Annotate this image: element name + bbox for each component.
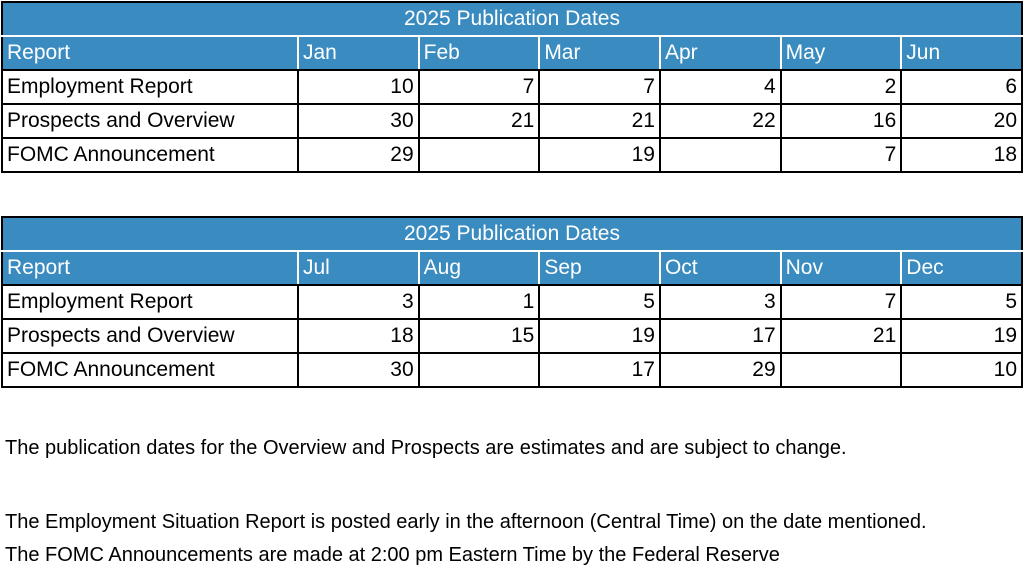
table-cell: 17	[660, 319, 781, 353]
row-label: FOMC Announcement	[2, 353, 298, 387]
row-label: Prospects and Overview	[2, 104, 298, 138]
column-header: Report	[2, 251, 298, 285]
row-label: Employment Report	[2, 70, 298, 104]
table-cell: 30	[298, 104, 419, 138]
table-cell: 29	[298, 138, 419, 172]
table-cell: 1	[419, 285, 540, 319]
table-cell	[660, 138, 781, 172]
table-cell: 22	[660, 104, 781, 138]
column-header: Report	[2, 36, 298, 70]
table-cell	[419, 138, 540, 172]
table-cell: 5	[539, 285, 660, 319]
table-cell: 21	[781, 319, 902, 353]
publication-table-h1	[1, 1, 1023, 173]
table-cell: 6	[901, 70, 1022, 104]
estimate-note: The publication dates for the Overview and Prospects are estimates and are subject to change.	[5, 437, 847, 459]
column-header: Sep	[539, 251, 660, 285]
column-header: Aug	[419, 251, 540, 285]
row-label: Employment Report	[2, 285, 298, 319]
table-cell: 7	[539, 70, 660, 104]
table-cell: 21	[539, 104, 660, 138]
table-cell: 7	[419, 70, 540, 104]
row-label: Prospects and Overview	[2, 319, 298, 353]
table-row	[2, 285, 1022, 319]
table-cell: 17	[539, 353, 660, 387]
table-row	[2, 319, 1022, 353]
table-cell: 7	[781, 285, 902, 319]
table-cell: 7	[781, 138, 902, 172]
table-cell: 4	[660, 70, 781, 104]
table-title: 2025 Publication Dates	[2, 217, 1022, 251]
table-row	[2, 138, 1022, 172]
column-header: Apr	[660, 36, 781, 70]
table-cell: 10	[298, 70, 419, 104]
table-cell: 18	[298, 319, 419, 353]
employment-note: The Employment Situation Report is posted early in the afternoon (Central Time) on the date mentioned.	[5, 511, 927, 533]
column-header: Oct	[660, 251, 781, 285]
column-header: Nov	[781, 251, 902, 285]
table-title: 2025 Publication Dates	[2, 2, 1022, 36]
column-header: Feb	[419, 36, 540, 70]
publication-table-h2	[1, 216, 1023, 388]
table-cell: 16	[781, 104, 902, 138]
table-cell: 21	[419, 104, 540, 138]
table-cell: 19	[539, 138, 660, 172]
table-cell: 18	[901, 138, 1022, 172]
table-cell: 10	[901, 353, 1022, 387]
column-header: May	[781, 36, 902, 70]
column-header: Jun	[901, 36, 1022, 70]
table-row	[2, 104, 1022, 138]
column-header: Jan	[298, 36, 419, 70]
table-cell	[781, 353, 902, 387]
table-cell: 2	[781, 70, 902, 104]
table-cell: 20	[901, 104, 1022, 138]
table-cell: 3	[298, 285, 419, 319]
column-header: Jul	[298, 251, 419, 285]
row-label: FOMC Announcement	[2, 138, 298, 172]
table-cell: 19	[901, 319, 1022, 353]
table-cell: 3	[660, 285, 781, 319]
table-row	[2, 70, 1022, 104]
table-cell	[419, 353, 540, 387]
fomc-note: The FOMC Announcements are made at 2:00 pm Eastern Time by the Federal Reserve	[5, 544, 780, 566]
table-cell: 19	[539, 319, 660, 353]
table-row	[2, 353, 1022, 387]
column-header: Dec	[901, 251, 1022, 285]
column-header: Mar	[539, 36, 660, 70]
table-cell: 15	[419, 319, 540, 353]
table-cell: 29	[660, 353, 781, 387]
table-cell: 30	[298, 353, 419, 387]
table-cell: 5	[901, 285, 1022, 319]
